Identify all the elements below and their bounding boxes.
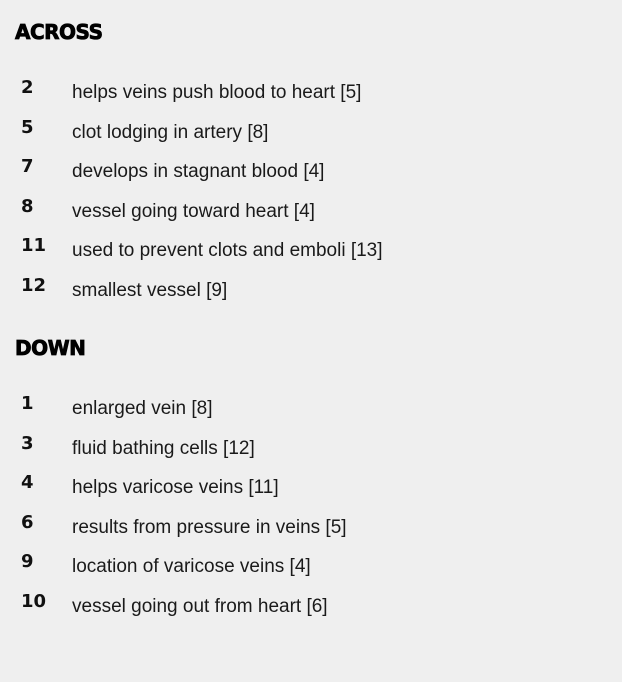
clue-number: 6 (21, 511, 34, 533)
clue-number: 10 (21, 590, 47, 612)
clue-number: 5 (21, 116, 34, 138)
clue-number: 9 (21, 551, 34, 572)
down-clue (0, 513, 600, 553)
across-clue (0, 157, 600, 197)
across-clue (0, 276, 600, 316)
down-heading: DOWN (15, 336, 86, 360)
clue-number: 8 (21, 195, 34, 217)
clue-text: helps varicose veins [11] (72, 477, 279, 498)
clue-text: smallest vessel [9] (72, 279, 228, 301)
clue-text: used to prevent clots and emboli [13] (72, 240, 383, 261)
clue-number: 4 (21, 472, 34, 493)
clue-number: 1 (21, 393, 34, 414)
clue-text: location of varicose veins [4] (72, 556, 311, 577)
clue-text: enlarged vein [8] (72, 398, 213, 419)
down-clue (0, 473, 600, 513)
down-clue-list (0, 394, 600, 631)
across-clue (0, 236, 600, 276)
across-clue-list (0, 78, 600, 315)
clue-text: clot lodging in artery [8] (72, 121, 269, 143)
across-clue (0, 197, 600, 237)
down-clue (0, 434, 600, 474)
clue-text: vessel going out from heart [6] (72, 595, 328, 617)
down-clue (0, 592, 600, 632)
clue-text: fluid bathing cells [12] (72, 437, 255, 459)
clue-text: results from pressure in veins [5] (72, 516, 347, 538)
clue-number: 7 (21, 156, 34, 177)
clue-number: 2 (21, 77, 34, 98)
clue-number: 11 (21, 235, 47, 256)
across-heading: ACROSS (15, 20, 103, 44)
clue-text: helps veins push blood to heart [5] (72, 82, 362, 103)
clue-text: vessel going toward heart [4] (72, 200, 315, 222)
clue-number: 3 (21, 432, 34, 454)
across-clue (0, 78, 600, 118)
down-clue (0, 394, 600, 434)
clue-text: develops in stagnant blood [4] (72, 161, 325, 182)
across-clue (0, 118, 600, 158)
down-clue (0, 552, 600, 592)
clue-number: 12 (21, 274, 47, 296)
